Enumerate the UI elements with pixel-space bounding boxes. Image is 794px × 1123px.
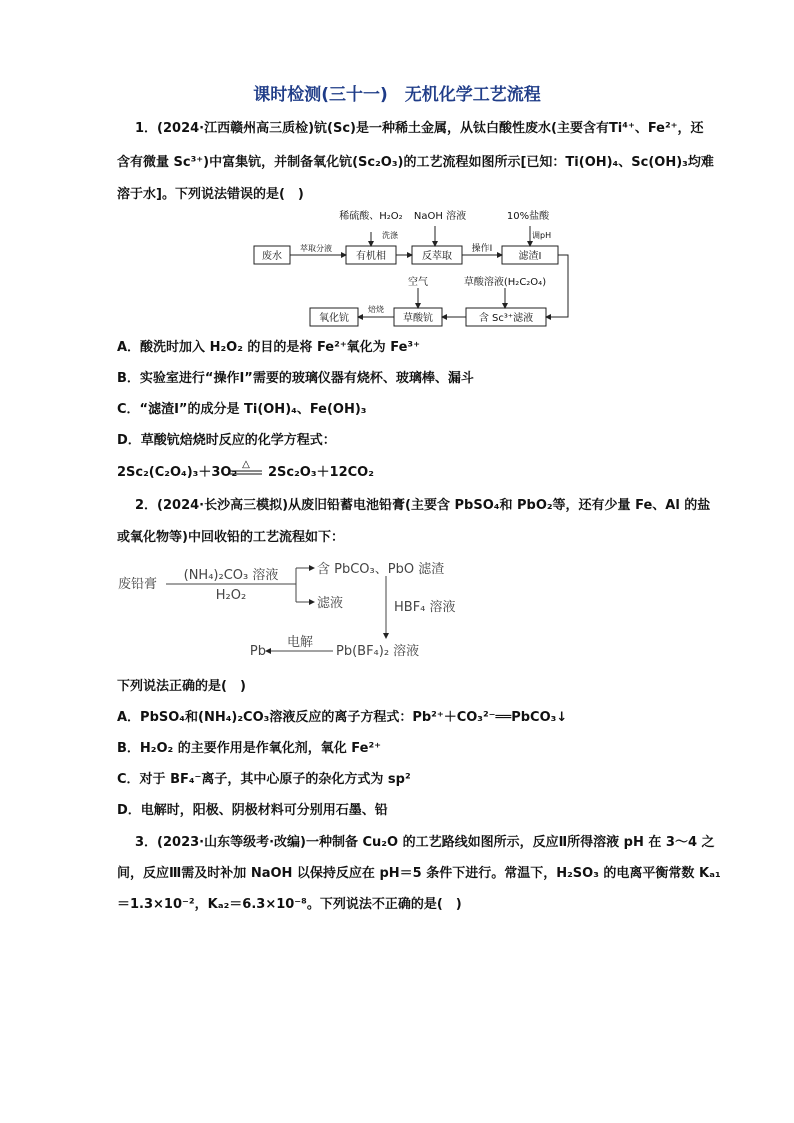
q1-option-a[interactable]: A．酸洗时加入 H₂O₂ 的目的是将 Fe²⁺氧化为 Fe³⁺ bbox=[117, 340, 420, 355]
q1-stem-line3: 溶于水]。下列说法错误的是( ) bbox=[117, 187, 304, 202]
q1-option-c[interactable]: C．“滤渣Ⅰ”的成分是 Ti(OH)₄、Fe(OH)₃ bbox=[117, 402, 367, 417]
label-lead-paste: 废铅膏 bbox=[118, 577, 158, 592]
q1-equation-left: 2Sc₂(C₂O₄)₃＋3O₂ bbox=[117, 465, 238, 480]
q1-stem-line2: 含有微量 Sc³⁺)中富集钪，并制备氧化钪(Sc₂O₃)的工艺流程如图所示[已知：Ti(OH)₄、Sc(OH)₃均难 bbox=[117, 155, 714, 170]
q1-equation-right: 2Sc₂O₃＋12CO₂ bbox=[268, 465, 374, 480]
q1-option-d[interactable]: D．草酸钪焙烧时反应的化学方程式： bbox=[117, 433, 336, 448]
label-q2-reagent-top: (NH₄)₂CO₃ 溶液 bbox=[183, 568, 279, 583]
q2-stem-line2: 或氧化物等)中回收铅的工艺流程如下： bbox=[117, 530, 344, 545]
q2-option-c[interactable]: C．对于 BF₄⁻离子，其中心原子的杂化方式为 sp² bbox=[117, 772, 411, 787]
label-hbf4: HBF₄ 溶液 bbox=[394, 600, 456, 615]
label-q2-reagent-bottom: H₂O₂ bbox=[215, 588, 247, 603]
q1-stem-line1: 1．(2024·江西赣州高三质检)钪(Sc)是一种稀土金属，从钛白酸性废水(主要含有Ti⁴⁺、Fe²⁺，还 bbox=[135, 121, 704, 136]
page-title: 课时检测(三十一) 无机化学工艺流程 bbox=[253, 85, 541, 105]
label-adjust-ph: 调pH bbox=[532, 231, 552, 240]
q1-flow-diagram bbox=[250, 208, 580, 328]
equation-condition-arrow bbox=[228, 457, 264, 479]
label-wash: 洗涤 bbox=[382, 231, 398, 240]
q2-stem-line1: 2．(2024·长沙高三模拟)从废旧铅蓄电池铅膏(主要含 PbSO₄和 PbO₂等，还有少量 Fe、Al 的盐 bbox=[135, 498, 711, 513]
label-q2-filtrate: 滤液 bbox=[317, 596, 344, 611]
label-op1: 操作Ⅰ bbox=[471, 244, 493, 254]
q2-option-a[interactable]: A．PbSO₄和(NH₄)₂CO₃溶液反应的离子方程式：Pb²⁺＋CO₃²⁻══PbCO₃↓ bbox=[117, 710, 568, 725]
q3-stem-line1: 3．(2023·山东等级考·改编)一种制备 Cu₂O 的工艺路线如图所示，反应Ⅱ所得溶液 pH 在 3～4 之 bbox=[135, 835, 715, 850]
label-organic-phase: 有机相 bbox=[356, 251, 386, 262]
q1-option-b[interactable]: B．实验室进行“操作Ⅰ”需要的玻璃仪器有烧杯、玻璃棒、漏斗 bbox=[117, 371, 474, 386]
q2-flow-diagram bbox=[118, 556, 478, 666]
q2-option-d[interactable]: D．电解时，阳极、阴极材料可分别用石墨、铅 bbox=[117, 803, 388, 818]
label-back-extract: 反萃取 bbox=[422, 251, 452, 262]
label-extract: 萃取分液 bbox=[300, 244, 332, 253]
q3-stem-line2: 间，反应Ⅲ需及时补加 NaOH 以保持反应在 pH＝5 条件下进行。常温下，H₂SO₃ 的电离平衡常数 Kₐ₁ bbox=[117, 866, 721, 881]
label-reagent1: 稀硫酸、H₂O₂ bbox=[339, 211, 403, 222]
q2-question: 下列说法正确的是( ) bbox=[117, 679, 246, 694]
label-q2-residue: 含 PbCO₃、PbO 滤渣 bbox=[317, 562, 445, 577]
label-residue1: 滤渣Ⅰ bbox=[518, 251, 542, 262]
label-heat: △ bbox=[242, 459, 250, 470]
label-pb-bf4: Pb(BF₄)₂ 溶液 bbox=[336, 644, 420, 659]
q3-stem-line3: ＝1.3×10⁻²，Kₐ₂＝6.3×10⁻⁸。下列说法不正确的是( ) bbox=[117, 897, 462, 912]
q2-option-b[interactable]: B．H₂O₂ 的主要作用是作氧化剂，氧化 Fe²⁺ bbox=[117, 741, 382, 756]
label-air: 空气 bbox=[408, 277, 428, 288]
label-sc-oxalate: 草酸钪 bbox=[403, 313, 433, 324]
label-reagent2: NaOH 溶液 bbox=[413, 211, 467, 222]
label-roast: 焙烧 bbox=[368, 305, 384, 314]
label-electrolysis: 电解 bbox=[286, 635, 314, 650]
label-pb: Pb bbox=[249, 644, 266, 659]
label-reagent3: 10%盐酸 bbox=[506, 211, 550, 222]
label-sc-filtrate: 含 Sc³⁺滤液 bbox=[478, 313, 534, 324]
label-sc-oxide: 氧化钪 bbox=[319, 313, 349, 324]
label-oxalic: 草酸溶液(H₂C₂O₄) bbox=[463, 277, 547, 288]
label-waste-water: 废水 bbox=[262, 251, 282, 262]
